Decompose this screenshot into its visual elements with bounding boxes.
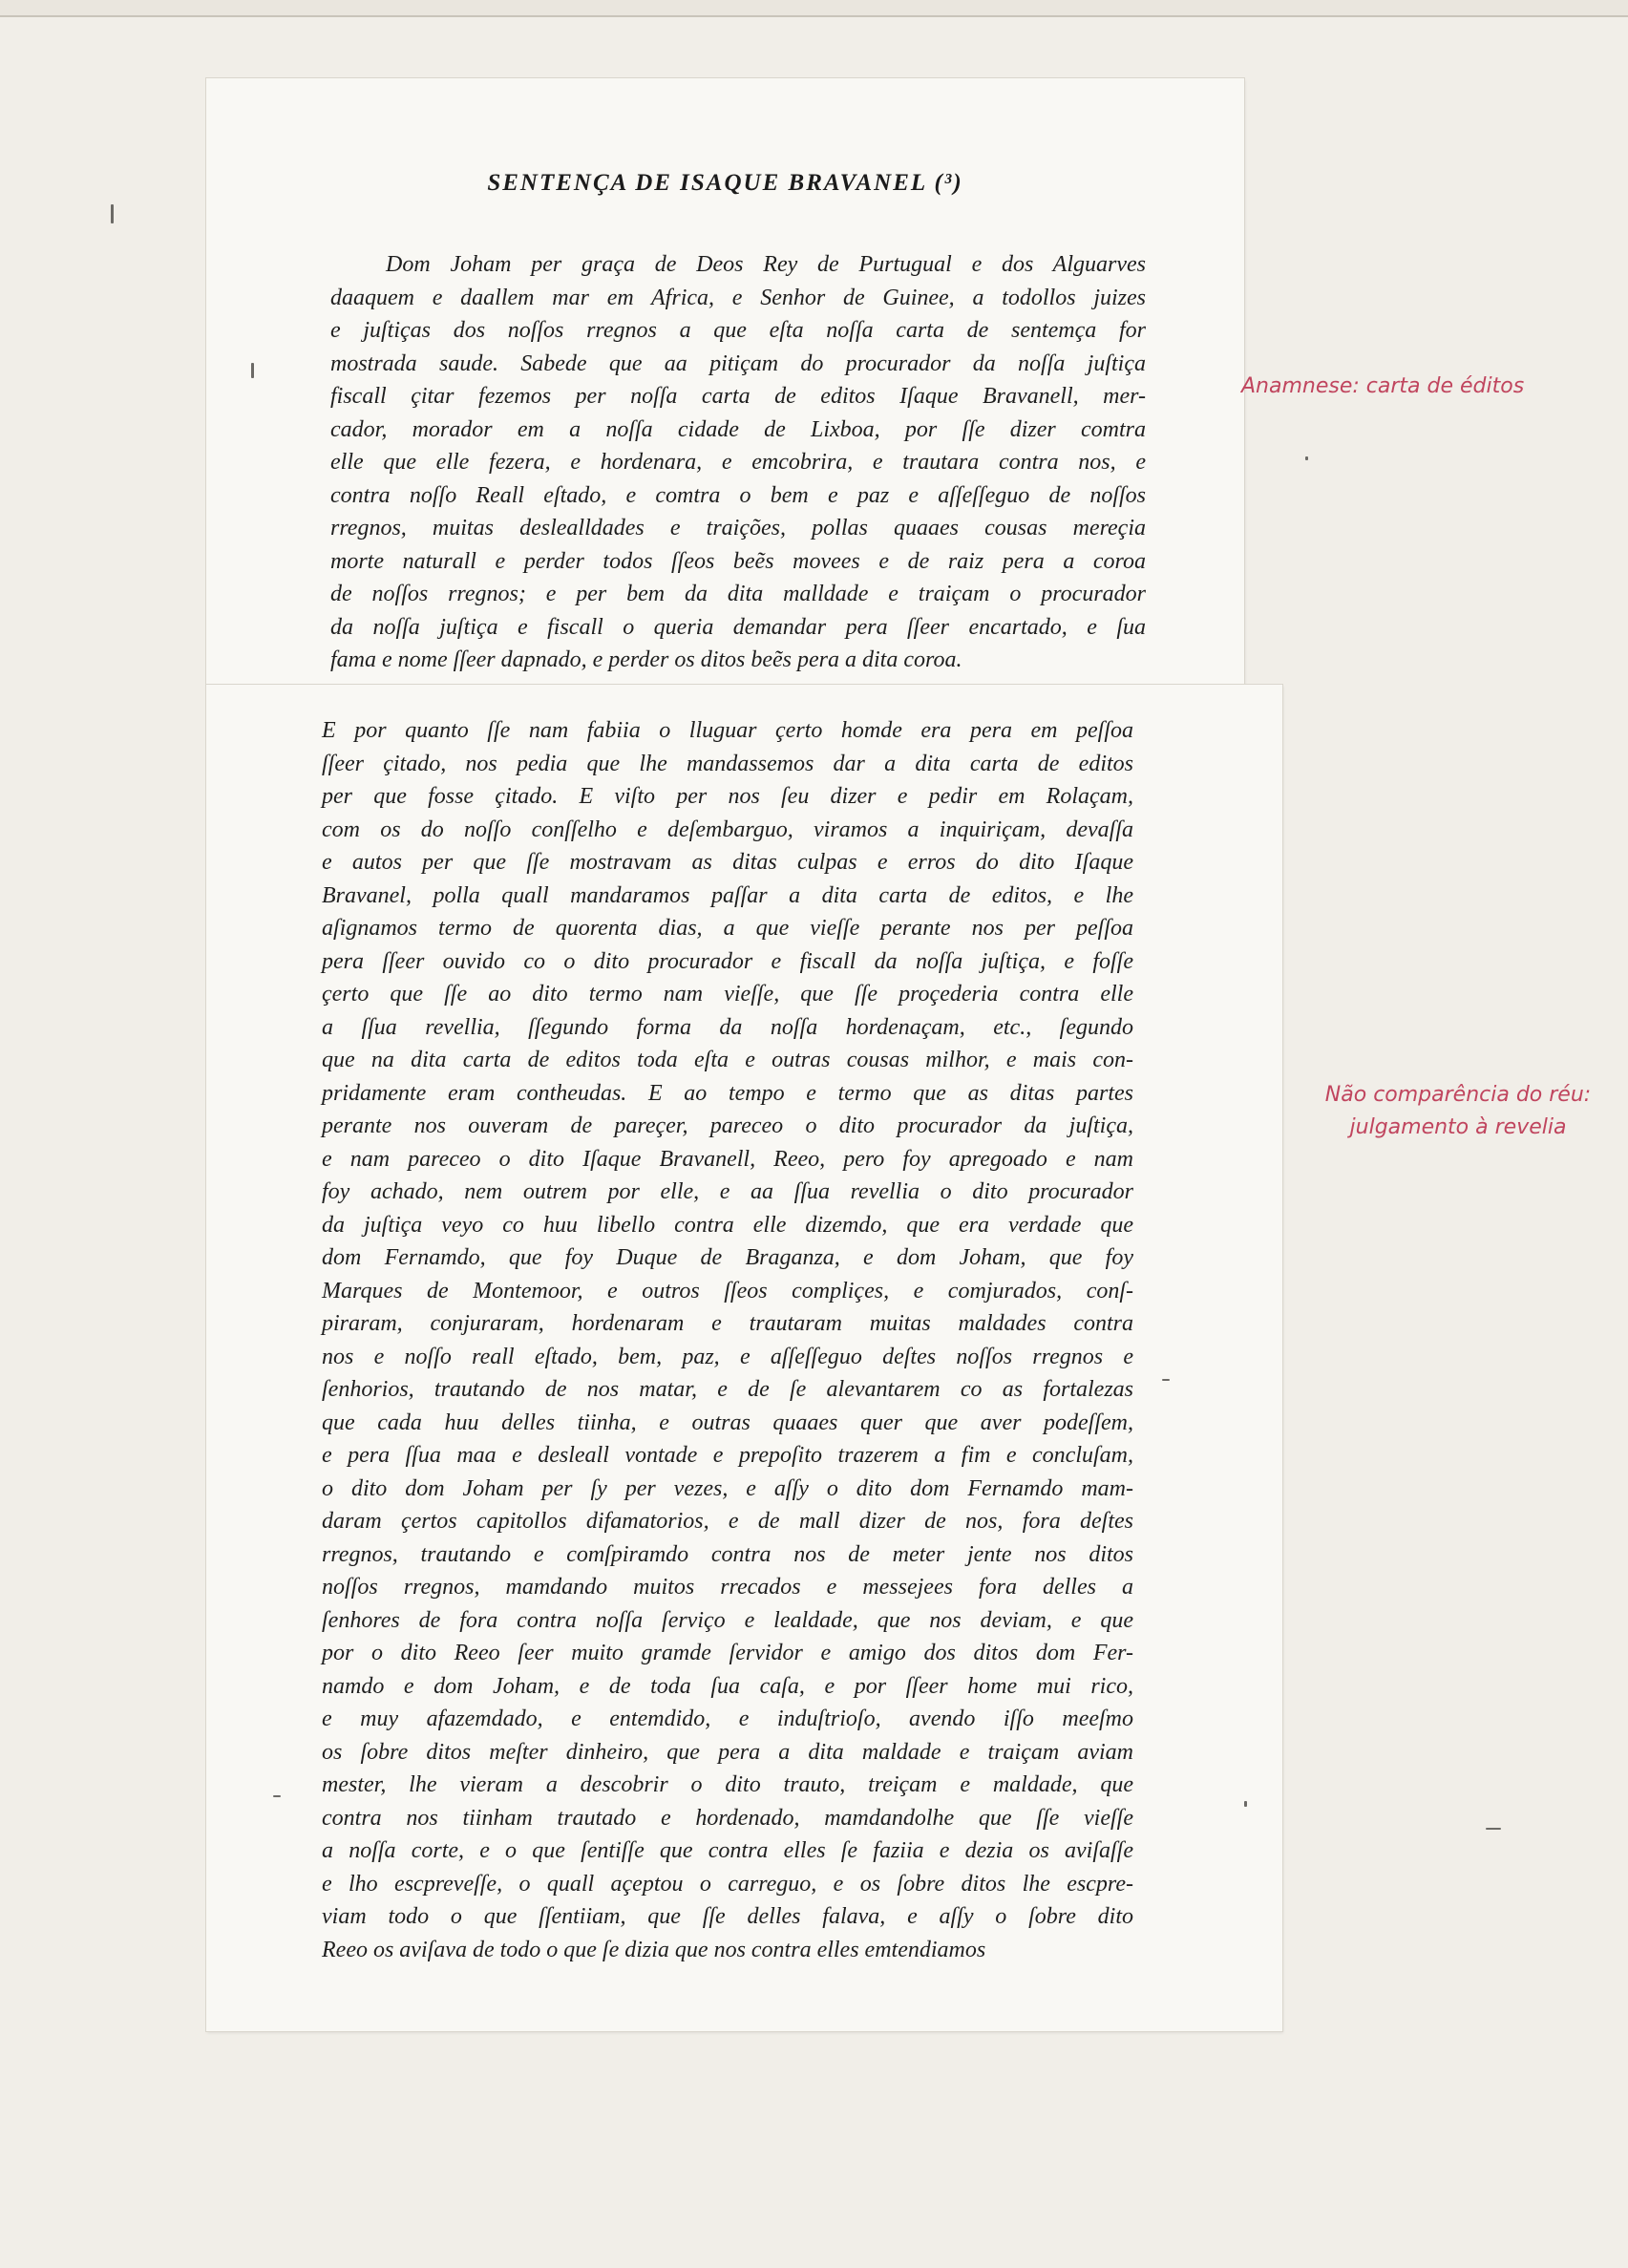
text-line: E por quanto ſſe nam fabiia o lluguar çerto homde era pera em peſſoa (322, 718, 1133, 743)
text-line: namdo e dom Joham, e de toda ſua caſa, e por ſſeer home mui rico, (322, 1673, 1133, 1699)
text-line: daram çertos capitollos difamatorios, e de mall dizer de nos, fora deſtes (322, 1509, 1133, 1534)
paragraph-1 (330, 248, 1146, 677)
text-line: da noſſa juſtiça e fiscall o queria demandar pera ſſeer encartado, e ſua (330, 614, 1146, 640)
scan-speck (1244, 1801, 1247, 1807)
text-line: e nam pareceo o dito Iſaque Bravanell, Reeo, pero foy apregoado e nam (322, 1146, 1133, 1172)
text-line: Dom Joham per graça de Deos Rey de Purtugual e dos Alguarves (386, 252, 1146, 277)
text-line: per que fosse çitado. E viſto per nos ſeu dizer e pedir em Rolaçam, (322, 784, 1133, 809)
text-line: e autos per que ſſe mostravam as ditas culpas e erros do dito Iſaque (322, 850, 1133, 875)
text-line: que cada huu delles tiinha, e outras quaaes quer que aver podeſſem, (322, 1410, 1133, 1435)
text-line: pridamente eram contheudas. E ao tempo e termo que as ditas partes (322, 1080, 1133, 1106)
text-line: de noſſos rregnos; e per bem da dita malldade e traiçam o procurador (330, 582, 1146, 606)
scan-speck (1162, 1379, 1170, 1381)
text-line: rregnos, trautando e comſpiramdo contra nos de meter jente nos ditos (322, 1541, 1133, 1567)
text-line: aſignamos termo de quorenta dias, a que vieſſe perante nos per peſſoa (322, 916, 1133, 941)
text-line: rregnos, muitas deslealldades e traições, pollas quaaes cousas mereçia (330, 516, 1146, 541)
text-line: fiscall çitar fezemos per noſſa carta de editos Iſaque Bravanell, mer- (330, 384, 1146, 409)
text-line: e lho escpreveſſe, o quall açeptou o carreguo, e os ſobre ditos lhe escpre- (322, 1871, 1133, 1897)
document-title: SENTENÇA DE ISAQUE BRAVANEL (³) (487, 170, 963, 196)
scan-speck (251, 363, 254, 378)
text-line: que na dita carta de editos toda eſta e outras cousas milhor, e mais con- (322, 1048, 1133, 1072)
text-line: a noſſa corte, e o que ſentiſſe que contra elles ſe faziia e dezia os aviſaſſe (322, 1838, 1133, 1863)
text-line: piraram, conjuraram, hordenaram e trautaram muitas maldades contra (322, 1311, 1133, 1336)
text-line: com os do noſſo conſſelho e deſembarguo, viramos a inquiriçam, devaſſa (322, 816, 1133, 842)
text-line: foy achado, nem outrem por elle, e aa ſſua revellia o dito procurador (322, 1179, 1133, 1204)
text-line: fama e nome ſſeer dapnado, e perder os ditos beẽs pera a dita coroa. (330, 647, 962, 672)
text-line: Marques de Montemoor, e outros ſſeos compliçes, e comjurados, conſ- (322, 1278, 1133, 1304)
text-line: viam todo o que ſſentiiam, que ſſe delles falava, e aſſy o ſobre dito (322, 1904, 1133, 1929)
text-line: e muy afazemdado, e entemdido, e induſtrioſo, avendo iſſo meeſmo (322, 1706, 1133, 1731)
text-line: contra nos tiinham trautado e hordenado, mamdandolhe que ſſe vieſſe (322, 1805, 1133, 1831)
scan-speck (111, 204, 114, 223)
text-line: Reeo os aviſava de todo o que ſe dizia que nos contra elles emtendiamos (322, 1937, 986, 1962)
text-line: çerto que ſſe ao dito termo nam vieſſe, que ſſe proçederia contra elle (322, 982, 1133, 1007)
text-line: dom Fernamdo, que foy Duque de Braganza, e dom Joham, que foy (322, 1245, 1133, 1270)
text-line: pera ſſeer ouvido co o dito procurador e fiscall da noſſa juſtiça, e foſſe (322, 948, 1133, 974)
text-line: ſſeer çitado, nos pedia que lhe mandassemos dar a dita carta de editos (322, 751, 1133, 776)
text-line: noſſos rregnos, mamdando muitos rrecados e messejees fora delles a (322, 1575, 1133, 1600)
text-line: ſenhorios, trautando de nos matar, e de ſe alevantarem co as fortalezas (322, 1377, 1133, 1402)
text-line: ſenhores de fora contra noſſa ſerviço e lealdade, que nos deviam, e que (322, 1607, 1133, 1633)
margin-note-carta-editos: Anamnese: carta de éditos (1241, 374, 1525, 398)
text-line: nos e noſſo reall eſtado, bem, paz, e aſſeſſeguo deſtes noſſos rregnos e (322, 1344, 1133, 1369)
text-line: morte naturall e perder todos ſſeos beẽs movees e de raiz pera a coroa (330, 548, 1146, 574)
text-line: e pera ſſua maa e desleall vontade e prepoſito trazerem a fim e concluſam, (322, 1443, 1133, 1468)
scan-speck (1305, 456, 1308, 460)
text-line: mester, lhe vieram a descobrir o dito trauto, treiçam e maldade, que (322, 1772, 1133, 1797)
text-line: elle que elle fezera, e hordenara, e emcobrira, e trautara contra nos, e (330, 450, 1146, 475)
scan-speck (1486, 1828, 1501, 1830)
text-line: da juſtiça veyo co huu libello contra elle dizemdo, que era verdade que (322, 1212, 1133, 1238)
text-line: a ſſua revellia, ſſegundo forma da noſſa hordenaçam, etc., ſegundo (322, 1014, 1133, 1040)
text-line: por o dito Reeo ſeer muito gramde ſervidor e amigo dos ditos dom Fer- (322, 1641, 1133, 1665)
text-line: e juſtiças dos noſſos rregnos a que eſta noſſa carta de sentemça for (330, 318, 1146, 343)
text-line: contra noſſo Reall eſtado, e comtra o bem e paz e aſſeſſeguo de noſſos (330, 482, 1146, 508)
scan-speck (273, 1795, 281, 1797)
text-line: mostrada saude. Sabede que aa pitiçam do procurador da noſſa juſtiça (330, 350, 1146, 376)
text-line: perante nos ouveram de pareçer, pareceo o dito procurador da juſtiça, (322, 1113, 1133, 1138)
margin-note-revelia: Não comparência do réu: julgamento à revelia (1324, 1083, 1592, 1139)
text-line: os ſobre ditos meſter dinheiro, que pera a dita maldade e traiçam aviam (322, 1739, 1133, 1765)
text-line: daaquem e daallem mar em Africa, e Senhor de Guinee, a todollos juizes (330, 285, 1146, 310)
paragraph-2 (322, 714, 1133, 1966)
text-line: cador, morador em a noſſa cidade de Lixboa, por ſſe dizer comtra (330, 416, 1146, 442)
text-line: o dito dom Joham per ſy per vezes, e aſſy o dito dom Fernamdo mam- (322, 1475, 1133, 1501)
text-line: Bravanel, polla quall mandaramos paſſar a dita carta de editos, e lhe (322, 882, 1133, 908)
